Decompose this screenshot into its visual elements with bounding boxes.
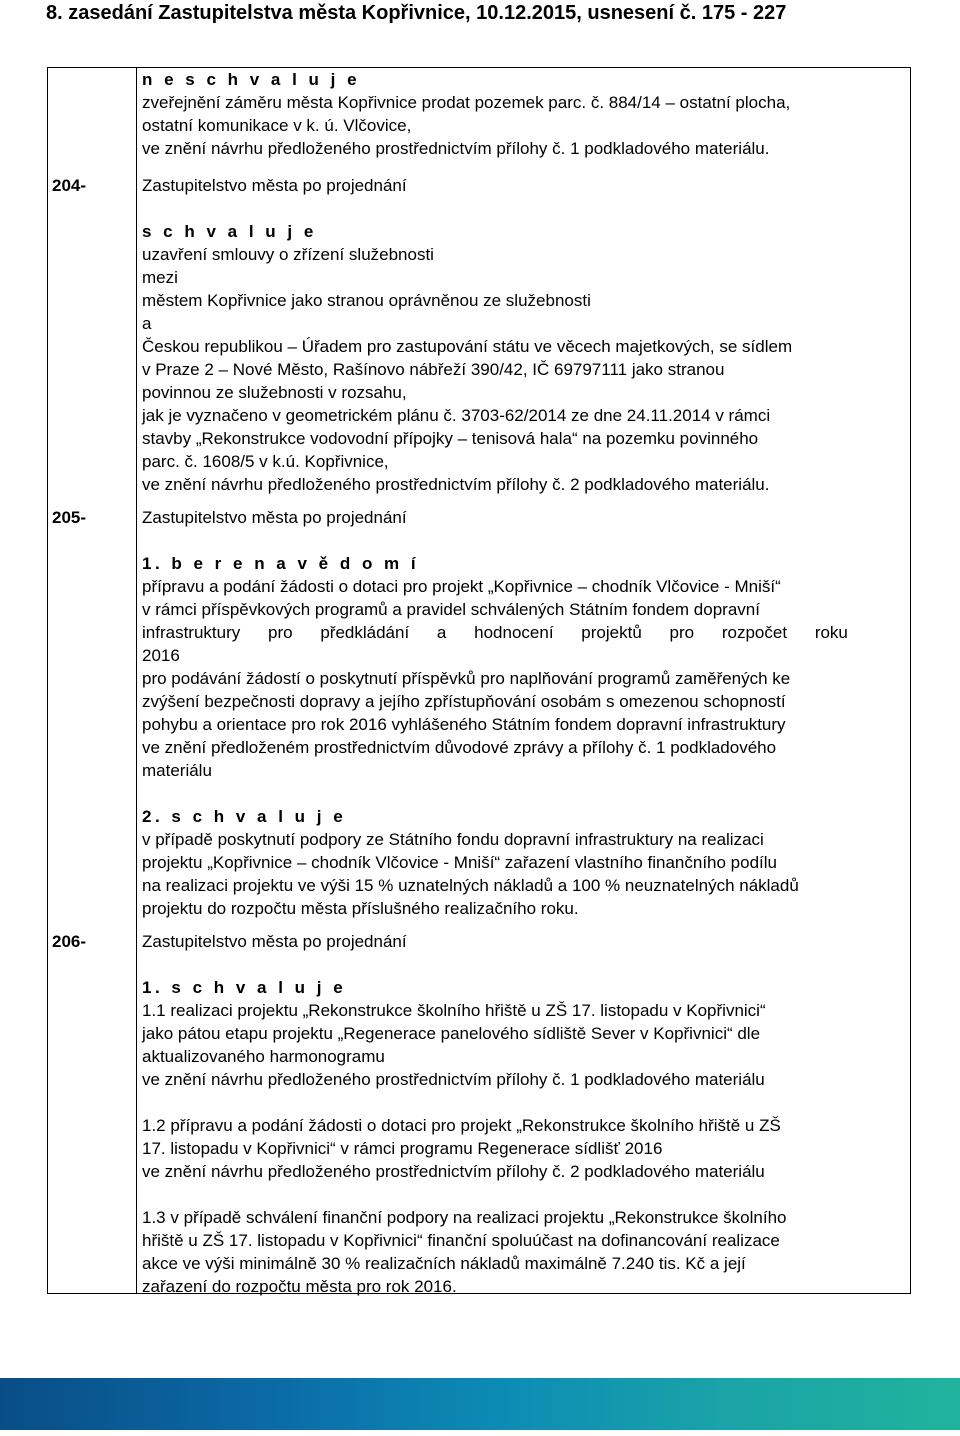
resolution-number: 206- [52,932,87,951]
text-line: pro podávání žádostí o poskytnutí příspěvků pro naplňování programů zaměřených ke [142,669,791,688]
footer-color-band [0,1378,960,1430]
word: předkládání [320,623,410,642]
word: pro [268,623,293,642]
resolution-verb: 2. s c h v a l u j e [142,807,347,826]
resolution-heading: Zastupitelstvo města po projednání [142,508,407,527]
resolution-205-block [142,506,912,920]
text-line: 1.3 v případě schválení finanční podpory na realizaci projektu „Rekonstrukce školního [142,1208,787,1227]
text-line: projektu do rozpočtu města příslušného realizačního roku. [142,899,579,918]
resolution-204-block [142,174,912,496]
text-line: zvýšení bezpečnosti dopravy a jejího zpřístupňování osobám s omezenou schopností [142,692,786,711]
word: pro [669,623,695,642]
resolution-206-block [142,930,912,1298]
word: infrastruktury [142,623,241,642]
text-line: ve znění návrhu předloženého prostřednictvím přílohy č. 2 podkladového materiálu [142,1162,765,1181]
text-line: 17. listopadu v Kopřivnici“ v rámci programu Regenerace sídlišť 2016 [142,1139,663,1158]
resolution-number: 205- [52,508,87,527]
text-line: v případě poskytnutí podpory ze Státního fondu dopravní infrastruktury na realizaci [142,830,764,849]
text-line: hřiště u ZŠ 17. listopadu v Kopřivnici“ finanční spoluúčast na dofinancování realizace [142,1231,780,1250]
text-line: na realizaci projektu ve výši 15 % uznatelných nákladů a 100 % neuznatelných nákladů [142,876,799,895]
previous-resolution-block [142,68,912,160]
text-line: mezi [142,268,178,287]
column-divider [136,68,137,1293]
text-line: v rámci příspěvkových programů a pravidel schválených Státním fondem dopravní [142,600,760,619]
text-line: ostatní komunikace v k. ú. Vlčovice, [142,116,412,135]
text-line: ve znění předloženém prostřednictvím důvodové zprávy a přílohy č. 1 podkladového [142,738,777,757]
resolution-verb: 1. s c h v a l u j e [142,978,347,997]
text-line: parc. č. 1608/5 v k.ú. Kopřivnice, [142,452,389,471]
word: hodnocení [474,623,554,642]
text-line: městem Kopřivnice jako stranou oprávněnou ze služebnosti [142,291,591,310]
text-line: 2016 [142,646,180,665]
resolution-number: 204- [52,176,87,195]
word: roku [814,623,848,642]
text-line: pohybu a orientace pro rok 2016 vyhlášeného Státním fondem dopravní infrastruktury [142,715,786,734]
text-line: zveřejnění záměru města Kopřivnice prodat pozemek parc. č. 884/14 – ostatní plocha, [142,93,791,112]
text-line: uzavření smlouvy o zřízení služebnosti [142,245,434,264]
text-line: materiálu [142,761,212,780]
word: a [436,623,447,642]
text-line: jako pátou etapu projektu „Regenerace panelového sídliště Sever v Kopřivnici“ dle [142,1024,761,1043]
justified-text-line [142,621,848,644]
text-line: přípravu a podání žádosti o dotaci pro projekt „Kopřivnice – chodník Vlčovice - Mniší“ [142,577,781,596]
text-line: ve znění návrhu předloženého prostřednictvím přílohy č. 1 podkladového materiálu [142,1070,765,1089]
text-line: jak je vyznačeno v geometrickém plánu č. 3703-62/2014 ze dne 24.11.2014 v rámci [142,406,771,425]
word: rozpočet [721,623,788,642]
text-line: 1.1 realizaci projektu „Rekonstrukce školního hřiště u ZŠ 17. listopadu v Kopřivnici“ [142,1001,766,1020]
text-line: aktualizovaného harmonogramu [142,1047,385,1066]
document-title: 8. zasedání Zastupitelstva města Kopřivnice, 10.12.2015, usnesení č. 175 - 227 [46,2,787,24]
text-line: Českou republikou – Úřadem pro zastupování státu ve věcech majetkových, se sídlem [142,337,793,356]
text-line: akce ve výši minimálně 30 % realizačních nákladů maximálně 7.240 tis. Kč a její [142,1254,746,1273]
text-line: v Praze 2 – Nové Město, Rašínovo nábřeží 390/42, IČ 69797111 jako stranou [142,360,725,379]
text-line: projektu „Kopřivnice – chodník Vlčovice - Mniší“ zařazení vlastního finančního podílu [142,853,777,872]
text-line: a [142,314,152,333]
resolution-heading: Zastupitelstvo města po projednání [142,176,407,195]
resolution-heading: Zastupitelstvo města po projednání [142,932,407,951]
text-line: ve znění návrhu předloženého prostřednictvím přílohy č. 1 podkladového materiálu. [142,139,770,158]
resolution-verb: n e s c h v a l u j e [142,70,361,89]
text-line: 1.2 přípravu a podání žádosti o dotaci pro projekt „Rekonstrukce školního hřiště u ZŠ [142,1116,781,1135]
text-line: stavby „Rekonstrukce vodovodní přípojky – tenisová hala“ na pozemku povinného [142,429,759,448]
text-line: povinnou ze služebnosti v rozsahu, [142,383,407,402]
word: projektů [581,623,642,642]
text-line: ve znění návrhu předloženého prostřednictvím přílohy č. 2 podkladového materiálu. [142,475,770,494]
resolution-verb: s c h v a l u j e [142,222,317,241]
resolution-verb: 1. b e r e n a v ě d o m í [142,554,420,573]
text-line: zařazení do rozpočtu města pro rok 2016. [142,1277,457,1296]
